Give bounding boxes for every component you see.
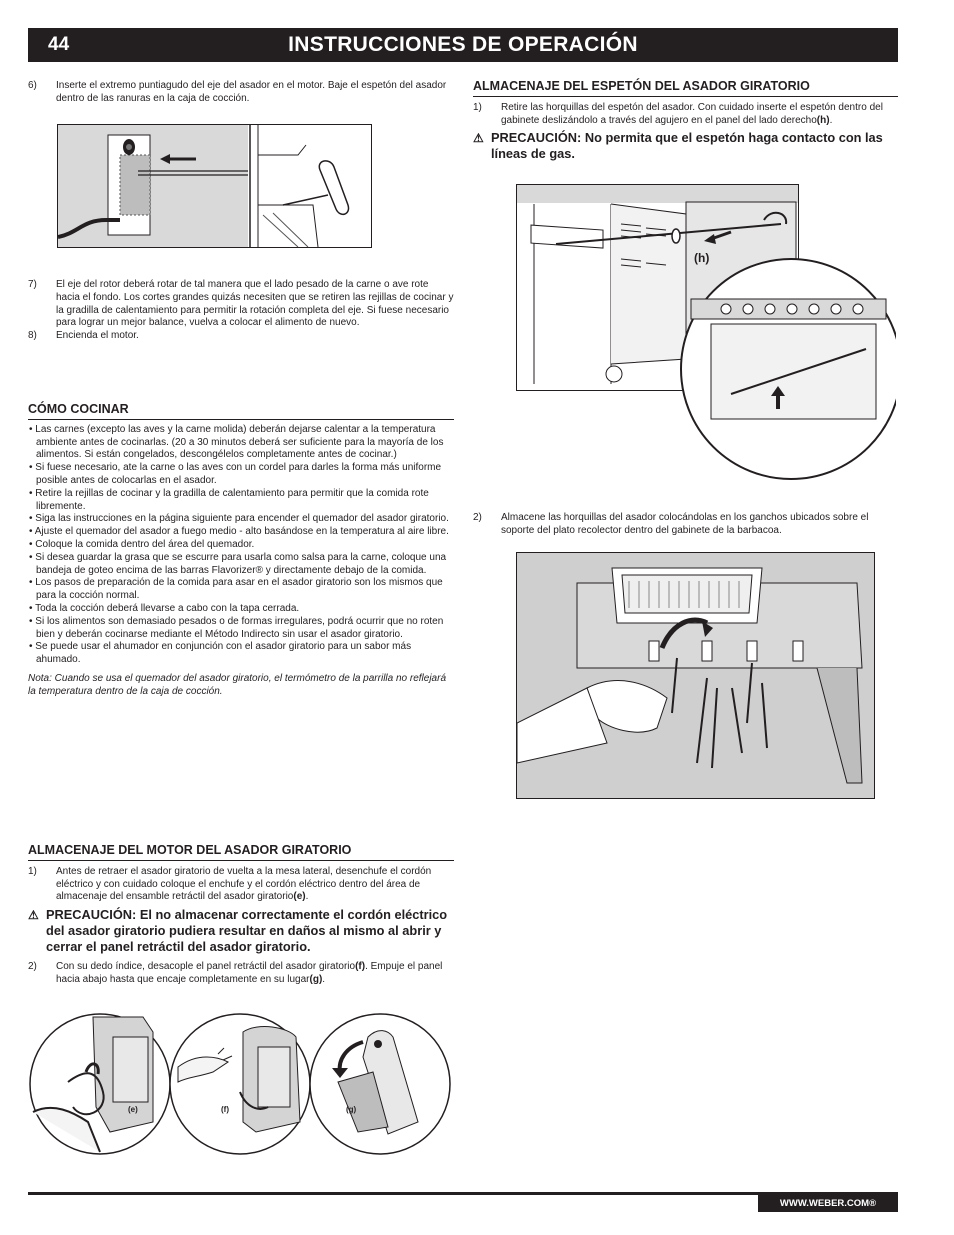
list-item: • Si los alimentos son demasiado pesados o de formas irregulares, podrá ocurrir que no roten bien y deberán cocinarse mediante el Método Indirecto sin usar el asador giratorio. (28, 616, 454, 642)
figure-label-e: (e) (128, 1105, 138, 1114)
fork-storage-figure (516, 552, 875, 799)
list-item: • Toda la cocción deberá llevarse a cabo con la tapa cerrada. (28, 603, 454, 616)
rotisserie-motor-figure (57, 124, 372, 248)
step-text: Almacene las horquillas del asador colocándolas en los ganchos ubicados sobre el soporte del plato recolector dentro del gabinete de la barbacoa. (501, 512, 869, 536)
list-item: • Siga las instrucciones en la página siguiente para encender el quemador del asador giratorio. (28, 513, 454, 526)
warning-callout (28, 907, 454, 955)
warning-icon: ⚠ (28, 908, 39, 923)
step-text: El eje del rotor deberá rotar de tal manera que el lado pesado de la carne o ave rote hacia el fondo. Los cortes grandes quizás necesiten que se retiren las rejillas de cocinar y la gradilla de calentamiento para permitir la rotación completa del eje. Si fuese necesario para lograr un mejor balance, vuelva a colocar el alimento de nuevo. (56, 279, 454, 329)
spit-storage-figure (516, 184, 896, 484)
cooking-note: Nota: Cuando se usa el quemador del asador giratorio, el termómetro de la parrilla no reflejará la temperatura dentro de la caja de cocción. (28, 672, 447, 697)
figure-f (170, 1014, 310, 1154)
figure-g (310, 1014, 450, 1154)
warning-text: PRECAUCIÓN: No permita que el espetón haga contacto con las líneas de gas. (491, 130, 883, 162)
step-text: Inserte el extremo puntiagudo del eje del asador en el motor. Baje el espetón del asador dentro de las ranuras en la caja de cocción. (56, 80, 447, 104)
figure-label-g: (g) (346, 1105, 357, 1114)
steps-7-8 (28, 279, 454, 343)
figure-ref: (g) (309, 973, 323, 985)
spit-step-2 (473, 512, 898, 538)
step-number: 8) (28, 330, 37, 342)
page-number: 44 (48, 34, 70, 55)
list-item: • Los pasos de preparación de la comida para asar en el asador giratorio son los mismos que para la cocción normal. (28, 577, 454, 603)
step-number: 7) (28, 279, 37, 290)
step-text: Antes de retraer el asador giratorio de vuelta a la mesa lateral, desenchufe el cordón eléctrico y con cuidado coloque el enchufe y el cordón eléctrico dentro del área de almacenaje del ensamble retráctil del asador giratorio(e). (56, 865, 432, 903)
page-title: INSTRUCCIONES DE OPERACIÓN (288, 33, 638, 56)
step-6 (28, 80, 454, 106)
step-text: Encienda el motor. (56, 330, 139, 342)
step-text: Con su dedo índice, desacople el panel retráctil del asador giratorio(f). Empuje el panel hacia abajo hasta que encaje completamente en su lugar(g). (56, 961, 443, 985)
cooking-section (28, 403, 454, 699)
section-heading: ALMACENAJE DEL ESPETÓN DEL ASADOR GIRATORIO (473, 80, 898, 97)
list-item: • Si fuese necesario, ate la carne o las aves con un cordel para darles la forma más uniforme posible antes de colocarlas en el asador. (28, 462, 454, 488)
step-number: 1) (28, 865, 37, 877)
cooking-tips-list (28, 424, 454, 667)
page-header (28, 28, 898, 62)
motor-storage-section (28, 844, 454, 987)
list-item: • Las carnes (excepto las aves y la carne molida) deberán dejarse calentar a la temperatura ambiente antes de cocinarlas. (20 a 30 minutos deberá ser suficiente para la mayoría de los alimentos. Si están congelados, descongélelos completamente antes de cocinar.) (28, 424, 454, 462)
step-number: 6) (28, 80, 37, 91)
warning-text: PRECAUCIÓN: El no almacenar correctamente el cordón eléctrico del asador giratorio pudiera resultar en daños al mismo al abrir y cerrar el panel retráctil del asador giratorio. (46, 907, 448, 955)
figure-label-h: (h) (694, 251, 710, 265)
list-item: • Si desea guardar la grasa que se escurre para usarla como salsa para la carne, coloque una bandeja de goteo encima de las barras Flavorizer® y directamente debajo de la comida. (28, 552, 454, 578)
list-item: • Retire la rejillas de cocinar y la gradilla de calentamiento para permitir que la comida rote libremente. (28, 488, 454, 514)
figure-label-f: (f) (221, 1105, 229, 1114)
motor-storage-figures (28, 1012, 454, 1158)
list-item: • Ajuste el quemador del asador a fuego medio - alto basándose en la temperatura al aire libre. (28, 526, 454, 539)
step-text: Retire las horquillas del espetón del asador. Con cuidado inserte el espetón dentro del gabinete deslizándolo a través del agujero en el panel del lado derecho(h). (501, 101, 883, 126)
figure-ref: (f) (355, 961, 366, 973)
step-number: 1) (473, 101, 482, 113)
step-number: 2) (473, 512, 482, 523)
warning-callout (473, 130, 898, 162)
list-item: • Coloque la comida dentro del área del quemador. (28, 539, 454, 552)
figure-e (30, 1014, 170, 1154)
warning-icon: ⚠ (473, 131, 484, 146)
spit-storage-section (473, 80, 898, 162)
section-heading: ALMACENAJE DEL MOTOR DEL ASADOR GIRATORIO (28, 844, 454, 861)
footer-url: WWW.WEBER.COM® (758, 1195, 898, 1212)
section-heading: CÓMO COCINAR (28, 403, 454, 420)
list-item: • Se puede usar el ahumador en conjunción con el asador giratorio para un sabor más ahumado. (28, 641, 454, 667)
figure-ref: (h) (816, 114, 830, 126)
step-number: 2) (28, 961, 37, 973)
figure-ref: (e) (293, 891, 306, 903)
